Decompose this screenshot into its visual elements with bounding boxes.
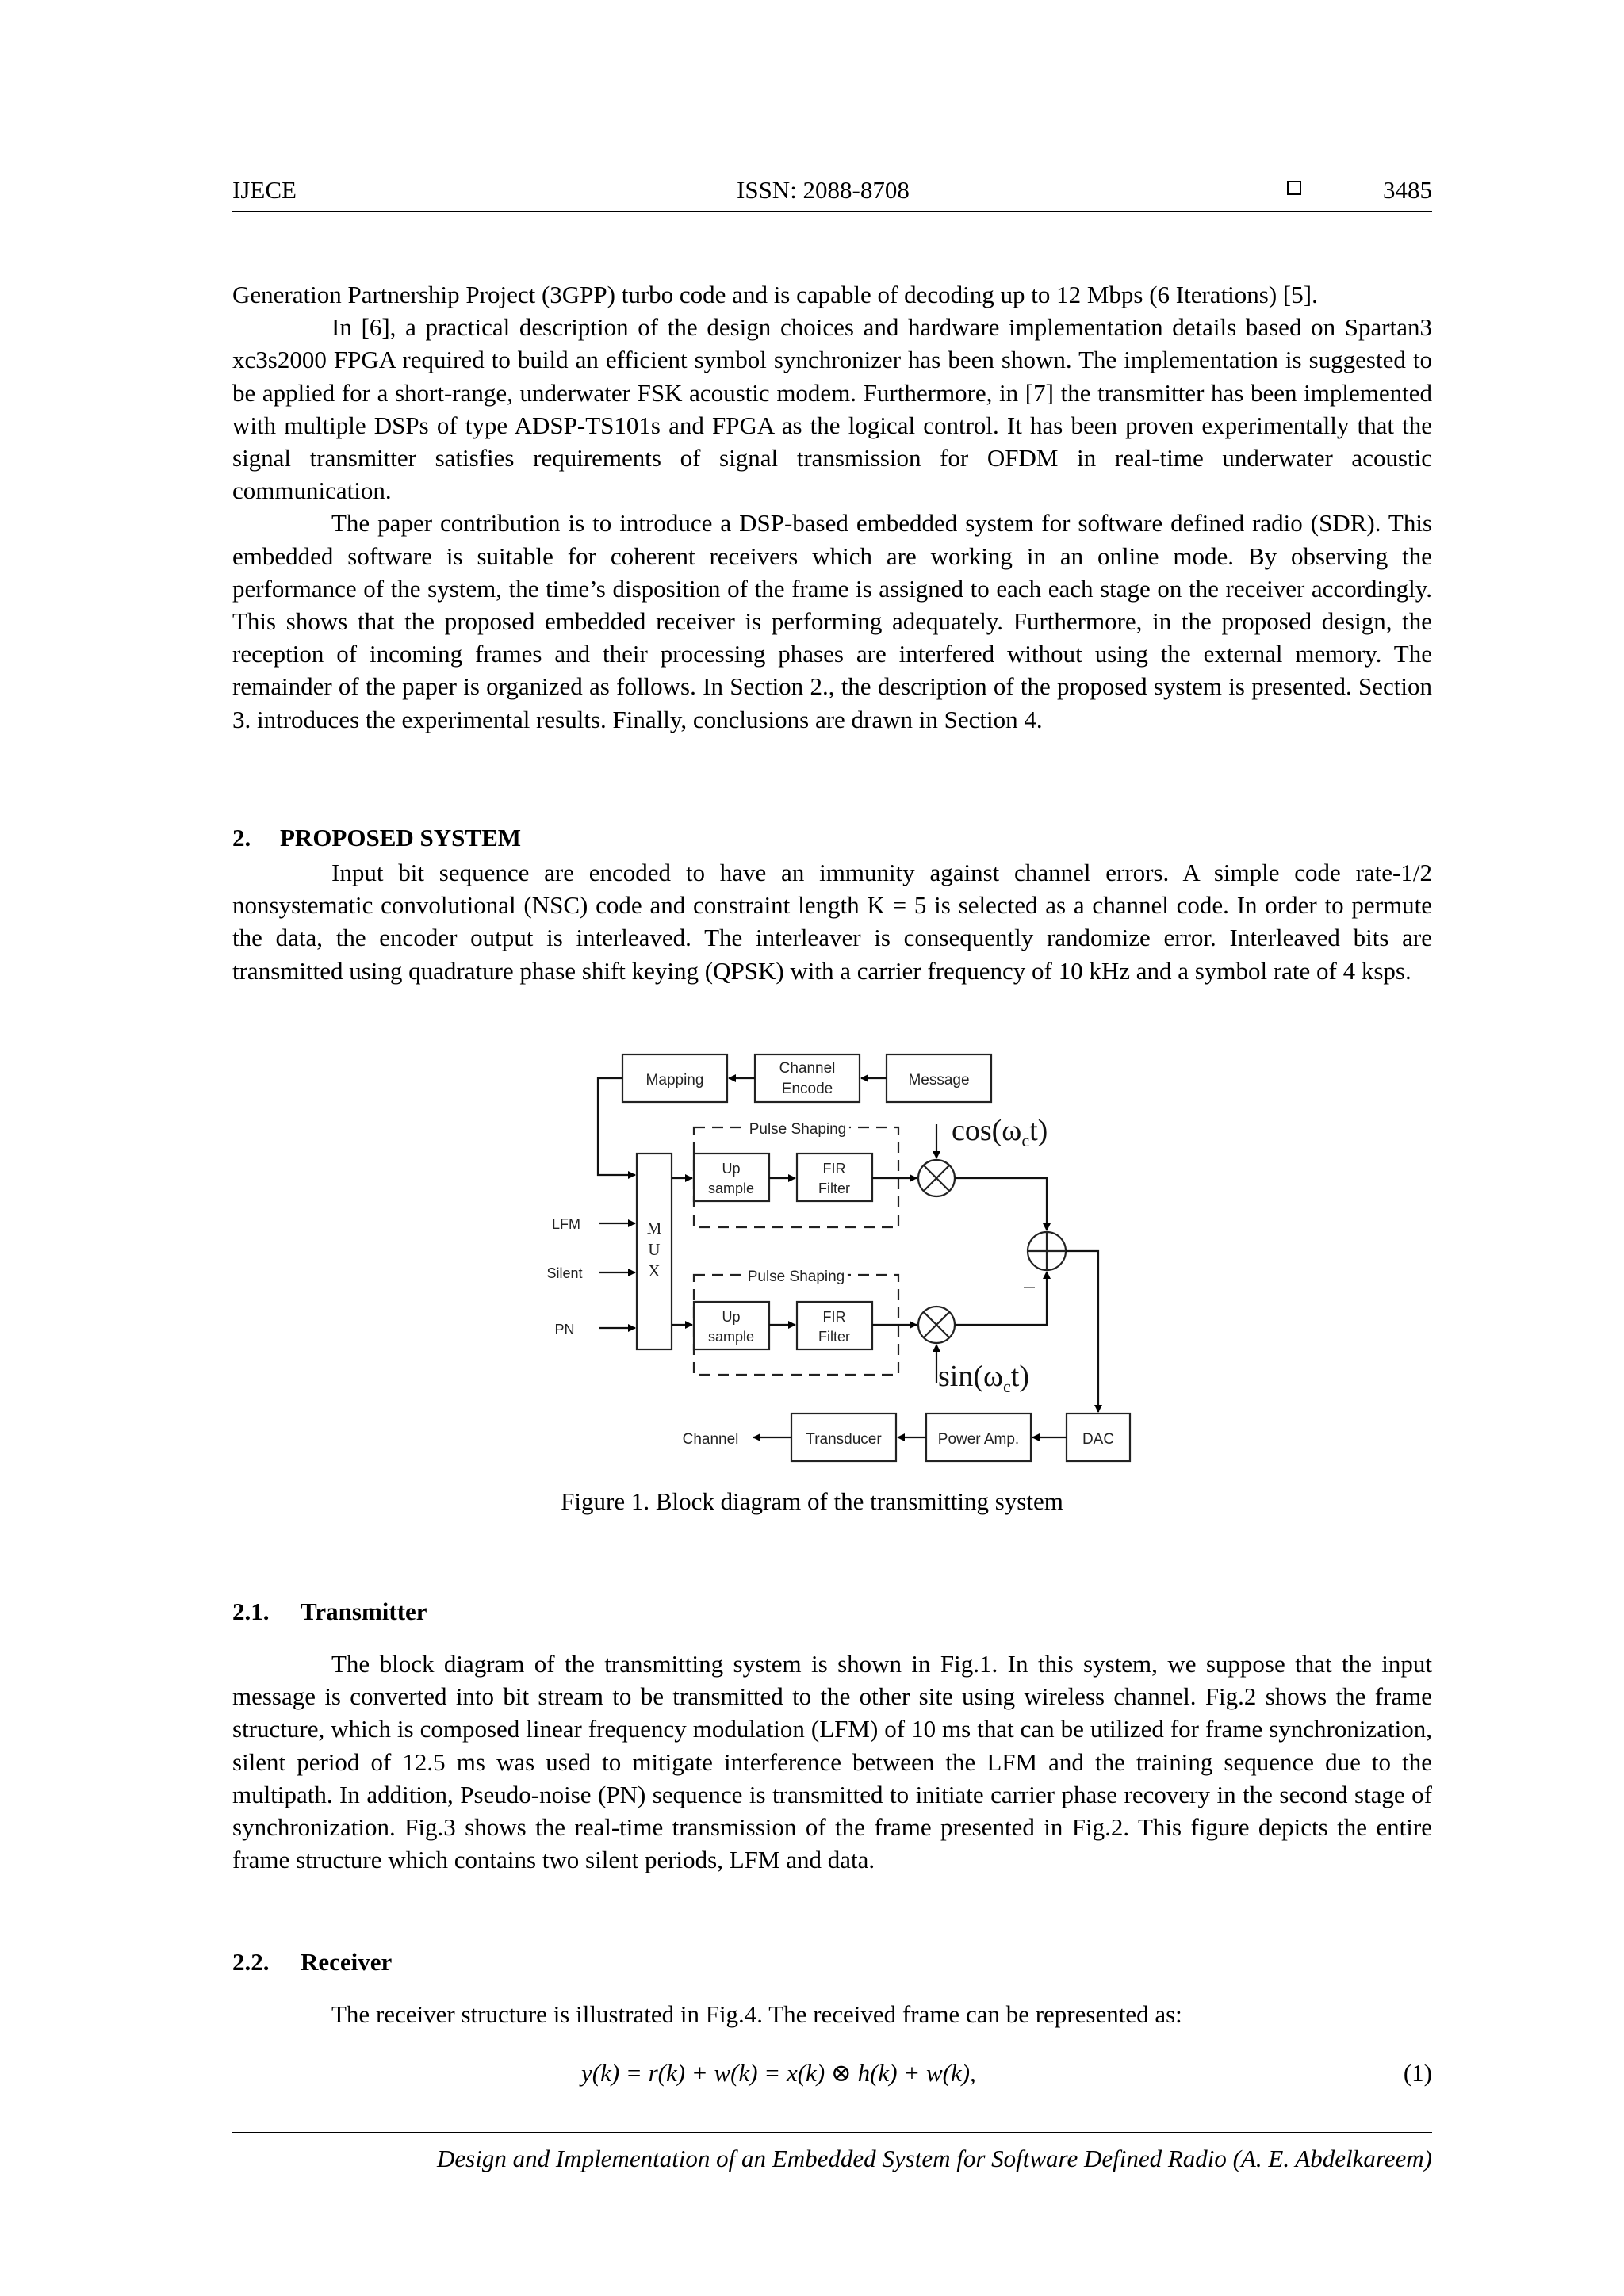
sin-label: $\sin(\omega_ct)$ xyxy=(938,1360,1029,1396)
subsection-heading xyxy=(232,1948,392,1976)
equation-body: y(k) = r(k) + w(k) = x(k) ⊗ h(k) + w(k), xyxy=(581,2059,976,2087)
paragraph: The receiver structure is illustrated in Fig.4. The received frame can be represented as: xyxy=(331,2000,1182,2028)
transducer-label: Transducer xyxy=(806,1431,882,1448)
subsection-heading xyxy=(232,1598,427,1626)
issn: ISSN: 2088-8708 xyxy=(737,176,910,204)
dac-label: DAC xyxy=(1082,1431,1115,1448)
paragraph: The paper contribution is to introduce a DSP-based embedded system for software defined radio (SDR). This embedded software is suitable for coherent receivers which are working in an online mode. By observing the performance of the system, the time’s disposition of the frame is assigned to each each stage on the receiver accordingly. This shows that the proposed embedded receiver is performing adequately. Furthermore, in the proposed design, the reception of incoming frames and their processing phases are interfered without using the external memory. The remainder of the paper is organized as follows. In Section 2., the description of the proposed system is presented. Section 3. introduces the experimental results. Finally, conclusions are drawn in Section 4. xyxy=(232,509,1432,733)
paragraph: The block diagram of the transmitting system is shown in Fig.1. In this system, we suppose that the input message is converted into bit stream to be transmitted to the other site using wireless channel. Fig.2 shows the frame structure, which is composed linear frequency modulation (LFM) of 10 ms that can be utilized for frame synchronization, silent period of 12.5 ms was used to mitigate interference between the LFM and the training sequence due to the multipath. In addition, Pseudo-noise (PN) sequence is transmitted to initiate carrier phase recovery in the second stage of synchronization. Fig.3 shows the real-time transmission of the frame presented in Fig.2. This figure depicts the entire frame structure which contains two silent periods, LFM and data. xyxy=(232,1650,1432,1874)
paragraph: In [6], a practical description of the design choices and hardware implementation details based on Spartan3 xc3s2000 FPGA required to build an efficient symbol synchronizer has been shown. The implementation is suggested to be applied for a short-range, underwater FSK acoustic modem. Furthermore, in [7] the transmitter has been implemented with multiple DSPs of type ADSP-TS101s and FPGA as the logical control. It has been proven experimentally that the signal transmitter satisfies requirements of signal transmission for OFDM in real-time underwater acoustic communication. xyxy=(232,313,1432,505)
mux-label: M xyxy=(646,1219,662,1238)
message-label: Message xyxy=(908,1072,970,1089)
section-number: 2.2. xyxy=(232,1948,270,1976)
section-title: Receiver xyxy=(301,1948,393,1976)
fir-label: FIR xyxy=(822,1309,846,1325)
filter-label: Filter xyxy=(818,1181,850,1196)
section-number: 2.1. xyxy=(232,1598,270,1625)
channel-encode-label: Channel xyxy=(779,1060,836,1077)
fir-label: FIR xyxy=(822,1161,846,1177)
up-label: Up xyxy=(722,1309,741,1325)
mux-label: U xyxy=(648,1240,661,1259)
channel-label: Channel xyxy=(682,1431,739,1448)
mapping-label: Mapping xyxy=(645,1072,704,1089)
page-number: 3485 xyxy=(1383,176,1432,204)
minus-sign: _ xyxy=(1024,1268,1035,1289)
channel-encode-label: Encode xyxy=(781,1081,833,1097)
journal-name: IJECE xyxy=(232,176,297,204)
section-number: 2. xyxy=(232,824,251,851)
mux-label: X xyxy=(648,1261,661,1280)
section-title: Transmitter xyxy=(301,1598,427,1625)
section22-text xyxy=(232,1998,1432,2030)
pulse-shaping-label: Pulse Shaping xyxy=(747,1269,845,1285)
footer-divider xyxy=(232,2132,1432,2133)
pn-label: PN xyxy=(554,1322,575,1337)
page-footer: Design and Implementation of an Embedded System for Software Defined Radio (A. E. Abdelkareem) xyxy=(437,2145,1432,2172)
up-label: Up xyxy=(722,1161,741,1177)
power-amp-label: Power Amp. xyxy=(937,1431,1020,1448)
paragraph: Generation Partnership Project (3GPP) turbo code and is capable of decoding up to 12 Mbps (6 Iterations) [5]. xyxy=(232,281,1318,308)
section-title: PROPOSED SYSTEM xyxy=(280,824,522,851)
lfm-label: LFM xyxy=(552,1216,580,1232)
figure-caption: Figure 1. Block diagram of the transmitting system xyxy=(561,1487,1063,1515)
sample-label: sample xyxy=(707,1181,755,1196)
cos-label: $\cos(\omega_ct)$ xyxy=(952,1114,1048,1150)
sample-label: sample xyxy=(707,1329,755,1345)
section21-text xyxy=(232,1647,1432,1876)
paragraph: Input bit sequence are encoded to have an immunity against channel errors. A simple code rate-1/2 nonsystematic convolutional (NSC) code and constraint length K = 5 is selected as a channel code. In order to permute the data, the encoder output is interleaved. The interleaver is consequently randomize error. Interleaved bits are transmitted using quadrature phase shift keying (QPSK) with a carrier frequency of 10 kHz and a symbol rate of 4 ksps. xyxy=(232,859,1432,985)
filter-label: Filter xyxy=(818,1329,850,1345)
silent-label: Silent xyxy=(546,1265,583,1281)
equation-number: (1) xyxy=(1403,2059,1432,2087)
pulse-shaping-label: Pulse Shaping xyxy=(749,1121,847,1138)
